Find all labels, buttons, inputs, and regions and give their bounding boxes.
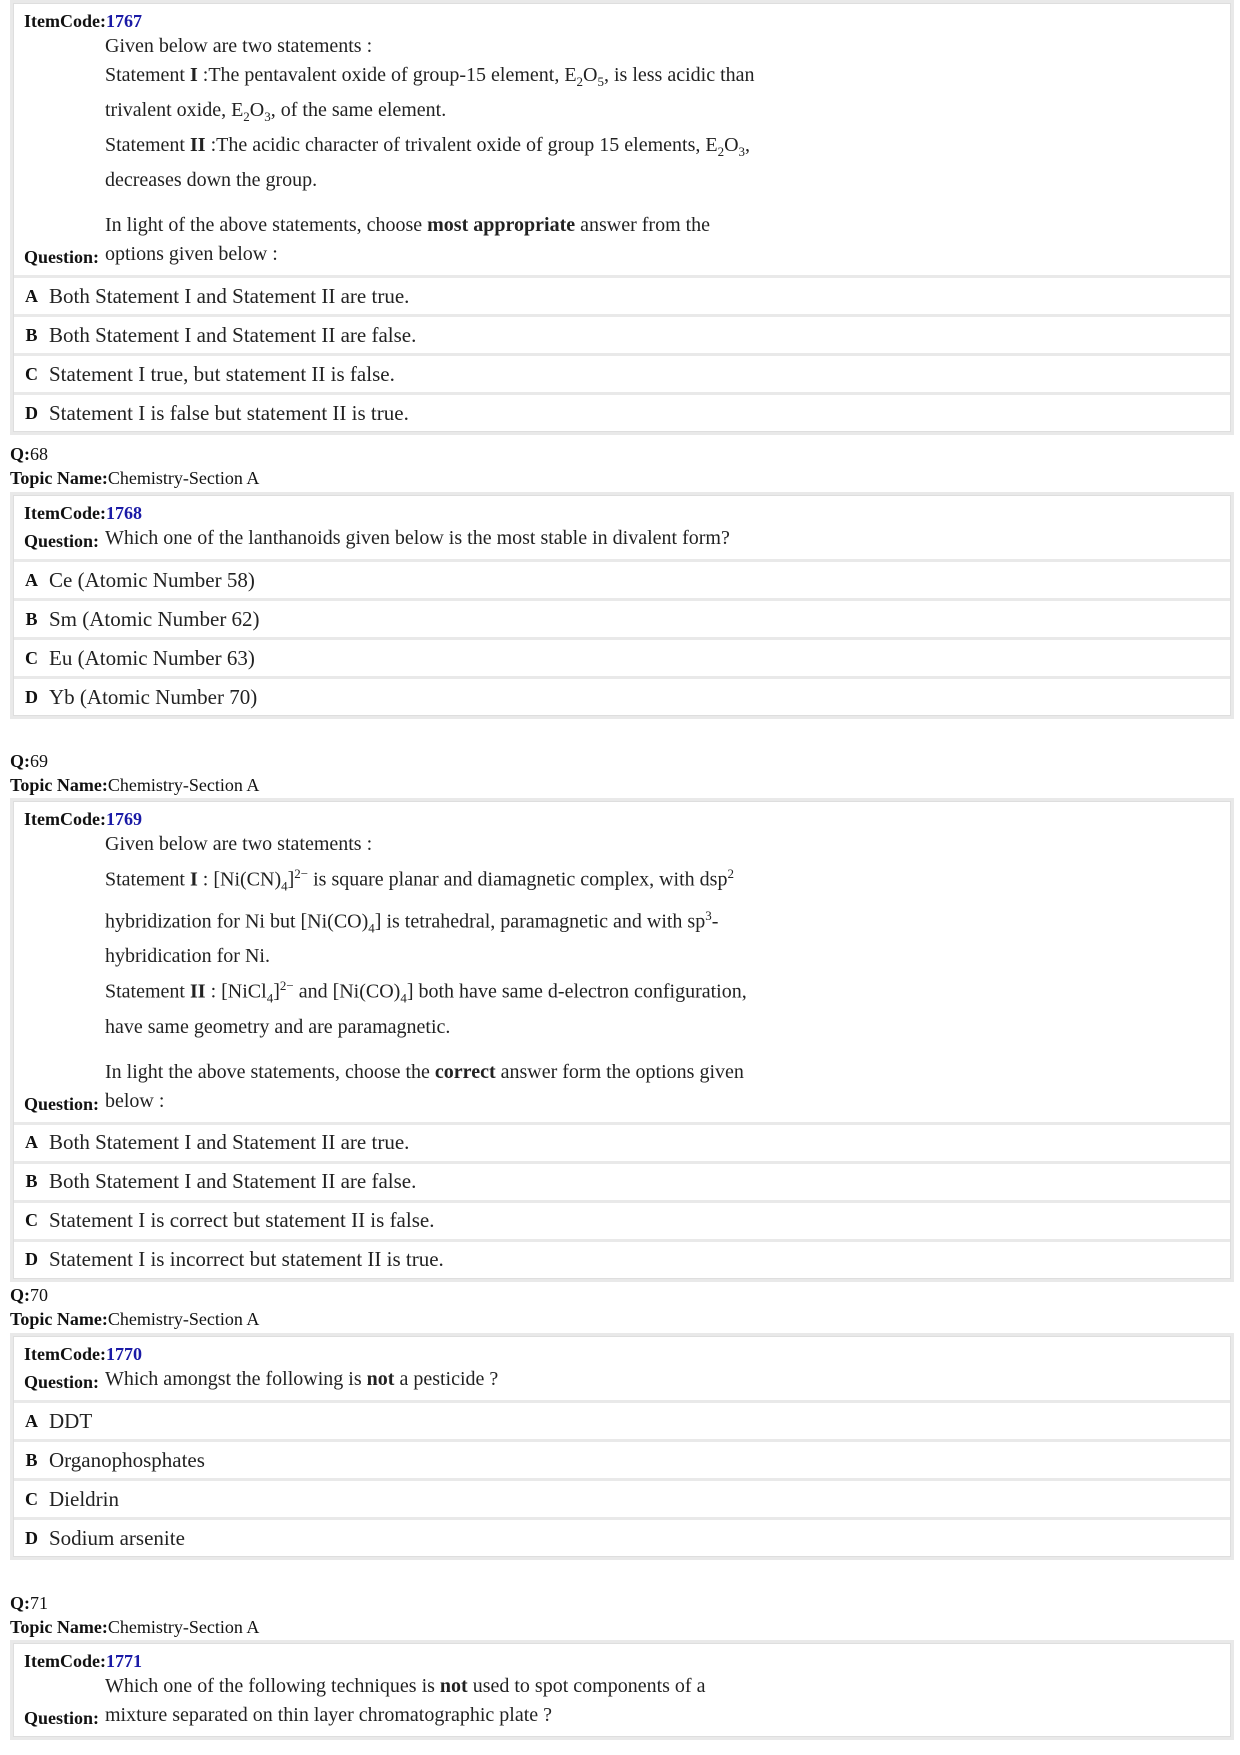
option-d[interactable]: D Statement I is incorrect but statement II is true. xyxy=(14,1242,1230,1278)
question-label: Question: xyxy=(24,1708,100,1728)
question-card-1769 xyxy=(10,798,1234,1282)
option-b[interactable]: B Organophosphates xyxy=(14,1442,1230,1481)
option-b[interactable]: B Both Statement I and Statement II are false. xyxy=(14,317,1230,356)
option-c[interactable]: C Statement I true, but statement II is false. xyxy=(14,356,1230,395)
option-a[interactable]: A Both Statement I and Statement II are true. xyxy=(14,1125,1230,1164)
question-card-1767 xyxy=(10,0,1234,435)
item-code: ItemCode:1768 xyxy=(24,503,142,523)
option-c[interactable]: C Dieldrin xyxy=(14,1481,1230,1520)
question-header-69: Q:69 Topic Name:Chemistry-Section A xyxy=(10,751,260,795)
question-header-68: Q:68 Topic Name:Chemistry-Section A xyxy=(10,444,260,488)
option-d[interactable]: D Sodium arsenite xyxy=(14,1520,1230,1556)
item-code: ItemCode:1771 xyxy=(24,1651,142,1671)
question-text: Which one of the lanthanoids given below is the most stable in divalent form? xyxy=(105,527,730,549)
question-block xyxy=(14,496,1230,562)
option-a[interactable]: A Both Statement I and Statement II are true. xyxy=(14,278,1230,317)
option-d[interactable]: D Statement I is false but statement II is true. xyxy=(14,395,1230,431)
question-card-1770 xyxy=(10,1333,1234,1560)
option-b[interactable]: B Sm (Atomic Number 62) xyxy=(14,601,1230,640)
question-card-1771 xyxy=(10,1640,1234,1740)
item-code: ItemCode:1767 xyxy=(24,11,142,31)
question-text: Which amongst the following is not a pesticide ? xyxy=(105,1368,499,1390)
option-a[interactable]: A DDT xyxy=(14,1403,1230,1442)
question-block xyxy=(14,4,1230,278)
question-header-70: Q:70 Topic Name:Chemistry-Section A xyxy=(10,1285,260,1329)
option-c[interactable]: C Statement I is correct but statement II is false. xyxy=(14,1203,1230,1242)
question-label: Question: xyxy=(24,531,100,551)
option-c[interactable]: C Eu (Atomic Number 63) xyxy=(14,640,1230,679)
question-block xyxy=(14,1644,1230,1736)
item-code: ItemCode:1770 xyxy=(24,1344,142,1364)
option-d[interactable]: D Yb (Atomic Number 70) xyxy=(14,679,1230,715)
question-text: Given below are two statements : Statement I :The pentavalent oxide of group-15 element, $E_2O_5$, is less acidic than trivalent oxide, $E_2O_3$, of the same element. Statement II :The acidic character of trivalent oxide of group 15 elements, $E_2O_3$, decreases down the group. In light of the above statements, choose most appropriate answer from the options given below : xyxy=(105,35,755,265)
question-card-1768 xyxy=(10,492,1234,719)
question-header-71: Q:71 Topic Name:Chemistry-Section A xyxy=(10,1593,260,1637)
question-block xyxy=(14,802,1230,1125)
option-a[interactable]: A Ce (Atomic Number 58) xyxy=(14,562,1230,601)
option-b[interactable]: B Both Statement I and Statement II are false. xyxy=(14,1164,1230,1203)
question-label: Question: xyxy=(24,247,100,267)
question-text: Which one of the following techniques is not used to spot components of a mixture separated on thin layer chromatographic plate ? xyxy=(105,1675,706,1726)
question-text: Given below are two statements : Statement I : $[Ni(CN)_4]^{2-}$ is square planar and diamagnetic complex, with dsp$^2$ hybridization for Ni but $[Ni(CO)_4]$ is tetrahedral, paramagnetic and with $sp^3-$ hybridication for Ni. Statement II : [NiCl$_4$]$^{2-}$ and $[Ni(CO)_4]$ both have same d-electron configuration, have same geometry and are paramagnetic. In light the above statements, choose the correct answer form the options given below : xyxy=(105,833,747,1112)
question-block xyxy=(14,1337,1230,1403)
question-label: Question: xyxy=(24,1372,100,1392)
question-label: Question: xyxy=(24,1093,100,1114)
item-code: ItemCode:1769 xyxy=(24,809,142,829)
